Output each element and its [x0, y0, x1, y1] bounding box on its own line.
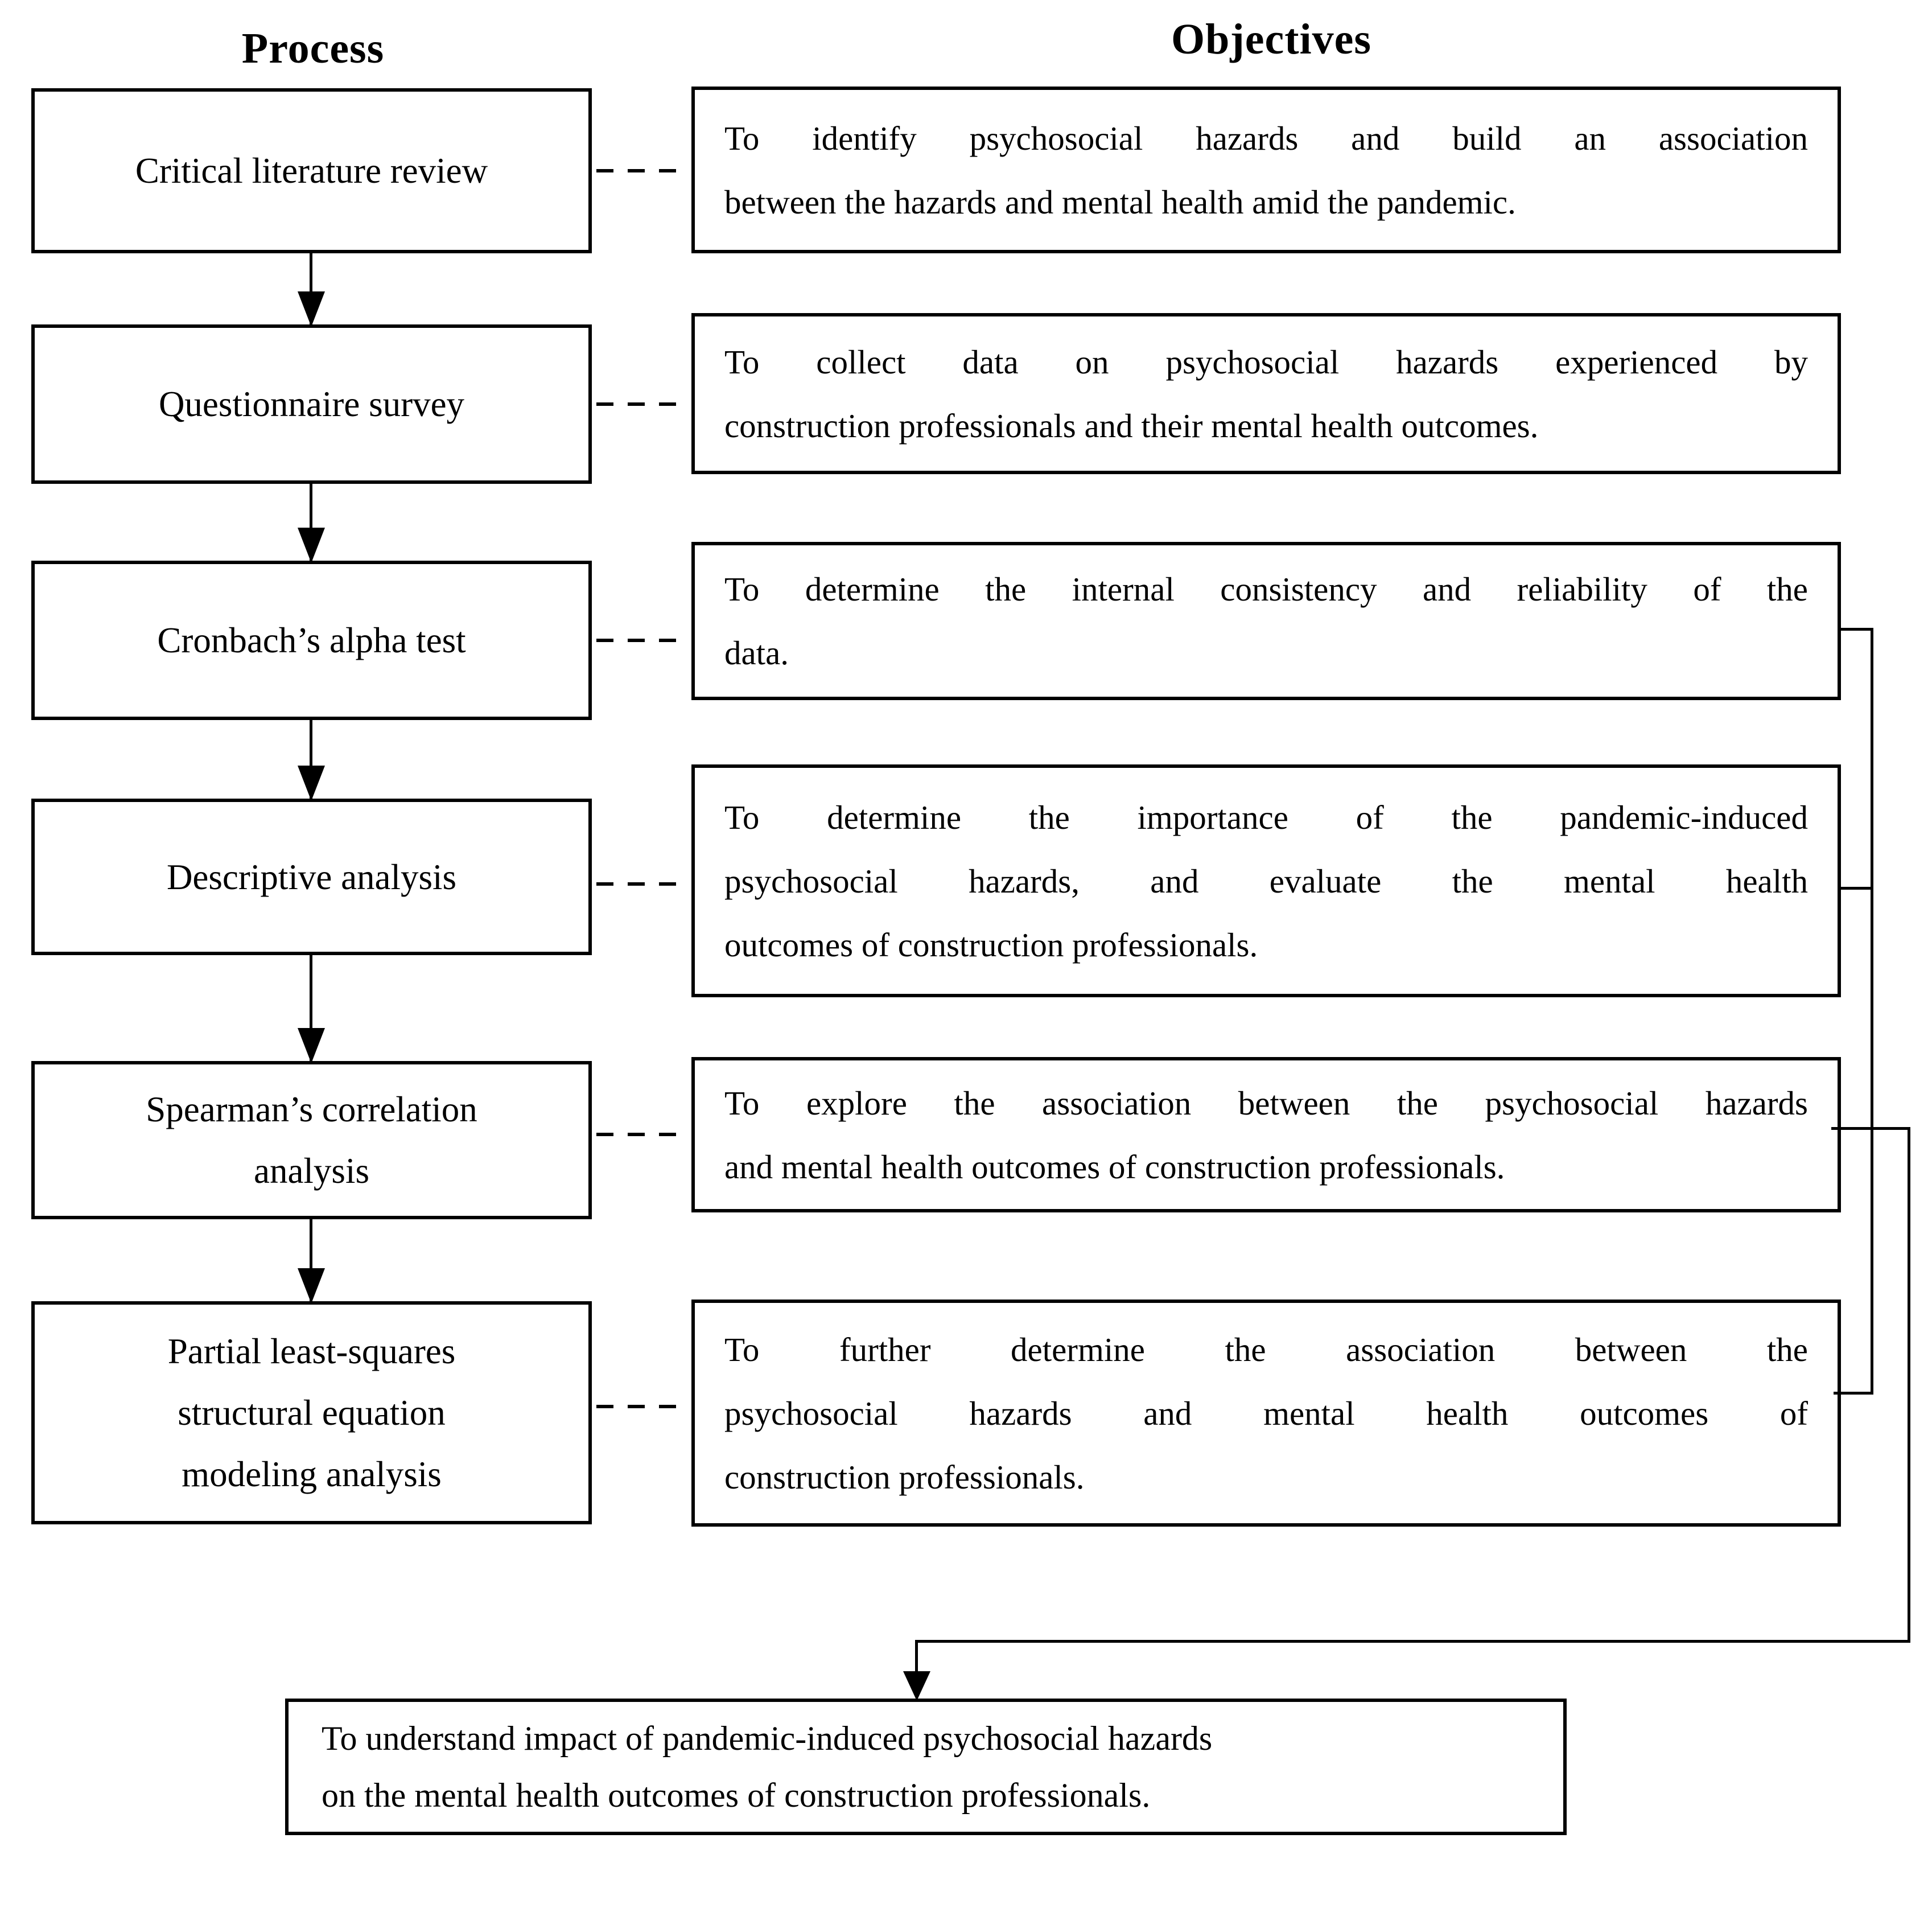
process-box-label-line: modeling analysis [182, 1454, 442, 1494]
process-box-descriptive-analysis [31, 799, 592, 955]
dashed-connector-2 [596, 402, 690, 406]
objective-box-1 [691, 87, 1841, 253]
arrowhead-icon [298, 1028, 325, 1063]
objective-text-line: To collect data on psychosocial hazards experienced by [724, 343, 1808, 381]
final-arrow-shaft [915, 1640, 918, 1675]
objective-3-link-stub [1839, 628, 1873, 631]
objective-text-line: psychosocial hazards and mental health outcomes of [724, 1394, 1808, 1432]
objective-text-line: between the hazards and mental health amid the pandemic. [724, 183, 1516, 221]
objective-text-line: psychosocial hazards, and evaluate the mental health [724, 862, 1808, 900]
process-box-questionnaire-survey [31, 324, 592, 484]
objective-box-5 [691, 1057, 1841, 1212]
dashed-connector-3 [596, 639, 690, 642]
bottom-horizontal-link-line [915, 1640, 1910, 1643]
objective-text-line: data. [724, 634, 789, 672]
dashed-connector-5 [596, 1133, 690, 1136]
outer-vertical-link-line [1908, 1127, 1910, 1643]
arrowhead-icon [903, 1671, 930, 1701]
column-header-process: Process [241, 24, 385, 72]
process-box-pls-sem-analysis [31, 1301, 592, 1524]
objective-text-line: construction professionals. [724, 1458, 1085, 1496]
flow-arrow-4 [298, 955, 325, 1062]
objective-box-6 [691, 1300, 1841, 1527]
flow-arrow-3 [298, 720, 325, 800]
objective-text-line: To explore the association between the psychosocial hazards [724, 1084, 1808, 1122]
objective-4-link-stub [1839, 887, 1873, 890]
process-box-label-line: structural equation [178, 1393, 446, 1433]
process-box-label: Cronbach’s alpha test [157, 620, 466, 660]
objective-box-3 [691, 542, 1841, 700]
process-box-label: Descriptive analysis [166, 857, 457, 897]
process-box-label-line: analysis [254, 1151, 369, 1191]
objective-6-link-stub [1834, 1392, 1873, 1395]
objective-text-line: outcomes of construction professionals. [724, 926, 1258, 964]
flow-arrow-1 [298, 253, 325, 326]
process-box-label-line: Partial least-squares [167, 1331, 456, 1371]
process-box-label-line: Spearman’s correlation [146, 1089, 477, 1129]
objective-text-line: To identify psychosocial hazards and build an association [724, 119, 1808, 157]
objective-text-line: and mental health outcomes of construction professionals. [724, 1148, 1505, 1186]
flow-arrow-5 [298, 1219, 325, 1302]
objective-text-line: construction professionals and their mental health outcomes. [724, 406, 1539, 445]
arrowhead-icon [298, 766, 325, 801]
objective-text-line: To determine the internal consistency and reliability of the [724, 570, 1808, 608]
objective-box-2 [691, 313, 1841, 474]
arrowhead-icon [298, 291, 325, 327]
process-box-label: Critical literature review [135, 151, 488, 191]
objective-text-line: To further determine the association between the [724, 1330, 1808, 1368]
flow-arrow-2 [298, 484, 325, 562]
objective-text-line: To determine the importance of the pandemic-induced [724, 798, 1808, 836]
inner-vertical-link-line [1871, 628, 1873, 1395]
dashed-connector-1 [596, 169, 690, 172]
objective-box-4 [691, 764, 1841, 997]
dashed-connector-4 [596, 882, 690, 886]
arrowhead-icon [298, 1268, 325, 1303]
process-box-label: Questionnaire survey [158, 384, 465, 424]
dashed-connector-6 [596, 1405, 690, 1408]
process-box-critical-literature-review [31, 88, 592, 253]
arrowhead-icon [298, 528, 325, 563]
summary-text-line: on the mental health outcomes of construction professionals. [322, 1777, 1151, 1814]
column-header-objectives: Objectives [1171, 15, 1371, 63]
process-box-spearmans-correlation-analysis [31, 1061, 592, 1219]
process-box-cronbachs-alpha-test [31, 561, 592, 720]
summary-box [285, 1699, 1567, 1835]
summary-text-line: To understand impact of pandemic-induced psychosocial hazards [322, 1720, 1213, 1757]
